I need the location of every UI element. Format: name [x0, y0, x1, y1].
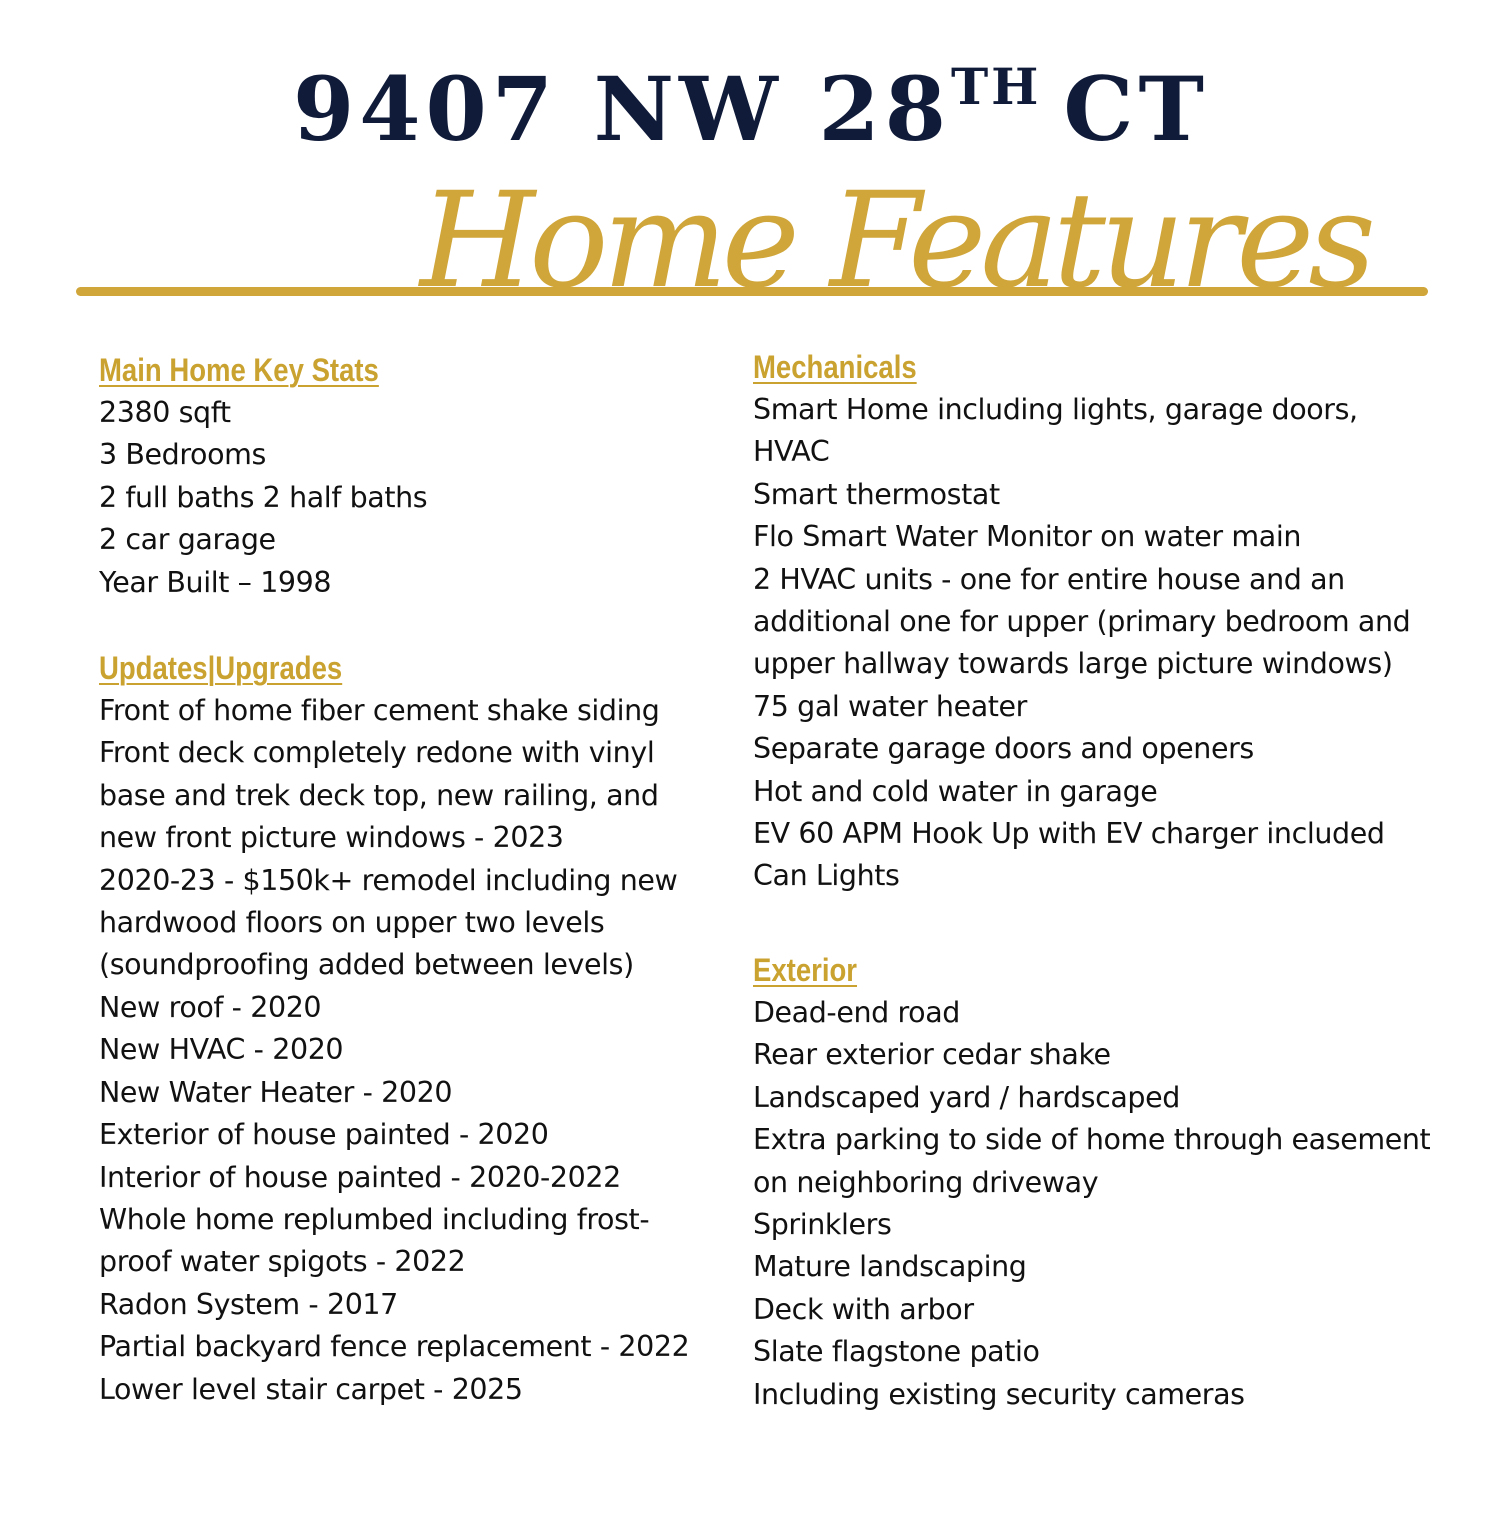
list-item: 75 gal water heater: [753, 689, 1028, 723]
list-item: Smart thermostat: [753, 477, 1000, 511]
section-heading: Mechanicals: [753, 349, 917, 385]
item-list: [99, 392, 719, 604]
list-item: 3 Bedrooms: [99, 438, 266, 472]
list-item: Rear exterior cedar shake: [753, 1038, 1111, 1072]
list-item: Hot and cold water in garage: [753, 774, 1158, 808]
item-list: [99, 690, 719, 1411]
section-mechanicals: [753, 345, 1433, 898]
list-item: 2380 sqft: [99, 396, 231, 429]
list-item: 2 HVAC units - one for entire house and an additional one for upper (primary bedroom and upper hallway towards large picture windows): [753, 562, 1411, 681]
list-item: Including existing security cameras: [753, 1377, 1245, 1411]
left-column: [99, 348, 719, 1411]
list-item: Interior of house painted - 2020-2022: [99, 1160, 621, 1194]
list-item: Dead-end road: [753, 995, 960, 1029]
list-item: Slate flagstone patio: [753, 1335, 1040, 1369]
script-subtitle-text: Home Features: [420, 164, 1371, 318]
list-item: New HVAC - 2020: [99, 1033, 344, 1067]
list-item: New roof - 2020: [99, 990, 322, 1024]
list-item: Whole home replumbed including frost-proof water spigots - 2022: [99, 1202, 650, 1279]
list-item: Front deck completely redone with vinyl base and trek deck top, new railing, and new front picture windows - 2023: [99, 736, 659, 855]
page-title: [0, 57, 1502, 161]
list-item: 2 full baths 2 half baths: [99, 480, 428, 514]
section-updates: [99, 646, 719, 1411]
script-subtitle: [400, 158, 1371, 348]
list-item: Flo Smart Water Monitor on water main: [753, 520, 1302, 554]
list-item: 2020-23 - $150k+ remodel including new hardwood floors on upper two levels (soundproofing added between levels): [99, 863, 678, 982]
list-item: Exterior of house painted - 2020: [99, 1118, 549, 1152]
list-item: Mature landscaping: [753, 1250, 1027, 1284]
list-item: Extra parking to side of home through easement on neighboring driveway: [753, 1123, 1431, 1199]
address-end: CT: [1063, 57, 1209, 161]
list-item: Can Lights: [753, 859, 900, 893]
list-item: Smart Home including lights, garage doors, HVAC: [753, 393, 1358, 469]
section-main-stats: [99, 348, 719, 604]
section-heading: Exterior: [753, 951, 858, 988]
list-item: Landscaped yard / hardscaped: [753, 1080, 1180, 1114]
address-main: 9407 NW 28: [293, 57, 951, 161]
right-column: [753, 345, 1433, 1416]
list-item: Separate garage doors and openers: [753, 732, 1254, 766]
list-item: Sprinklers: [753, 1207, 892, 1241]
section-exterior: [753, 948, 1433, 1416]
item-list: [753, 389, 1433, 898]
section-heading: Updates|Upgrades: [99, 650, 343, 687]
list-item: EV 60 APM Hook Up with EV charger included: [753, 817, 1385, 851]
list-item: Partial backyard fence replacement - 2022: [99, 1330, 690, 1364]
list-item: Radon System - 2017: [99, 1287, 398, 1321]
list-item: Lower level stair carpet - 2025: [99, 1372, 523, 1406]
address-suffix: TH: [950, 57, 1042, 116]
list-item: Deck with arbor: [753, 1292, 974, 1326]
list-item: 2 car garage: [99, 523, 276, 557]
list-item: Front of home fiber cement shake siding: [99, 694, 660, 728]
item-list: [753, 992, 1433, 1416]
list-item: New Water Heater - 2020: [99, 1075, 453, 1109]
list-item: Year Built – 1998: [99, 565, 332, 599]
section-heading: Main Home Key Stats: [99, 352, 379, 388]
